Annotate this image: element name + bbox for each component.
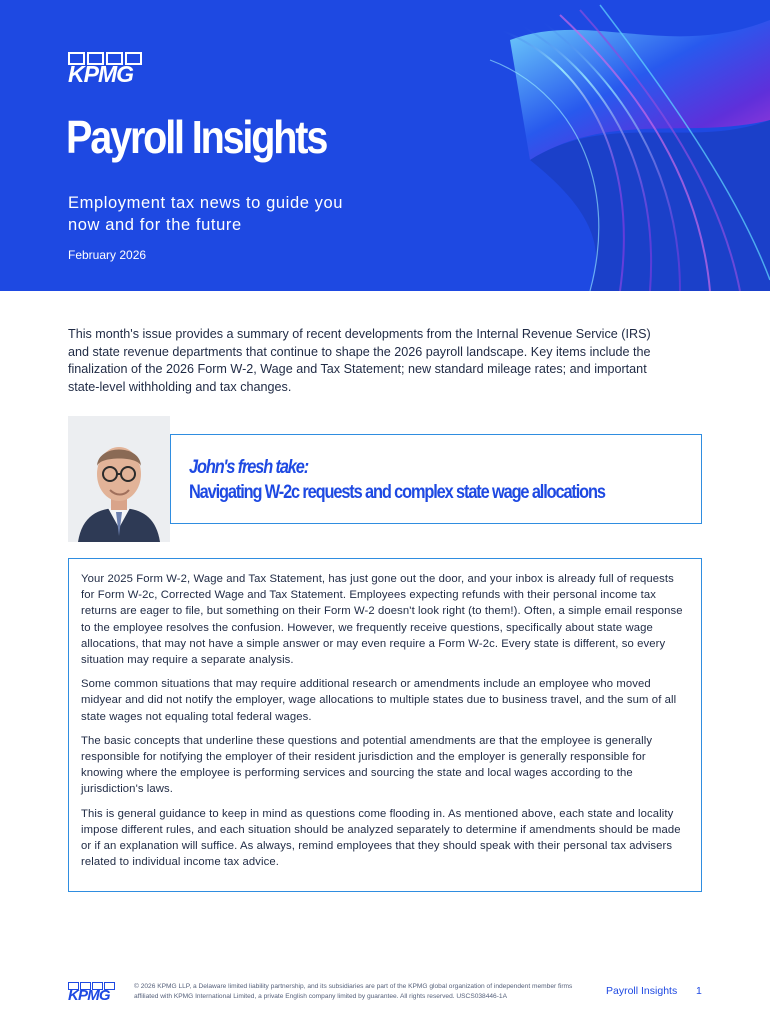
article-paragraph-2: Some common situations that may require additional research or amendments include an employee who moved midyear and did not notify the employer, wage allocations to multiple states due to business travel, and the sum of all state wages not equaling total federal wages. [81, 678, 677, 723]
callout-heading-title: Navigating W-2c requests and complex state wage allocations [189, 482, 605, 503]
subtitle-line-1: Employment tax news to guide you [68, 194, 344, 212]
callout-heading-label: John's fresh take: [189, 457, 309, 478]
footer-legal-text: © 2026 KPMG LLP, a Delaware limited liability partnership, and its subsidiaries are part of the KPMG global organization of independent member firms affiliated with KPMG International Limited, a private English company limited by guarantee. All rights reserved. USCS038446-1A [134, 983, 573, 1000]
article-paragraph-1: Your 2025 Form W-2, Wage and Tax Statement, has just gone out the door, and your inbox is already full of requests for Form W-2c, Corrected Wage and Tax Statement. Employees expecting refunds with their personal income tax returns are eager to file, but something on their Form W-2 doesn't look right (to them!). Often, a simple email response to the employee resolves the confusion. However, we frequently receive questions, specifically about state wage allocations, that may not have a simple answer or may even require a Form W-2c. Every state is different, so every situation may require a separate analysis. [81, 573, 683, 667]
footer-logo-text: KPMG [68, 987, 110, 1004]
issue-date: February 2026 [68, 248, 147, 262]
footer-kpmg-logo [68, 982, 115, 1004]
article-paragraph-3: The basic concepts that underline these questions and potential amendments are that the employee is generally responsible for notifying the employer of their resident jurisdiction and the employer is generally responsible for knowing where the employee is performing services and sourcing the state and local wages according to the jurisdiction's laws. [81, 734, 653, 796]
page-title: Payroll Insights [66, 111, 327, 163]
intro-paragraph: This month's issue provides a summary of recent developments from the Internal Revenue Service (IRS) and state revenue departments that continue to shape the 2026 payroll landscape. Key items include the finalization of the 2026 Form W-2, Wage and Tax Statement; new standard mileage rates; and important state-level withholding and tax changes. [68, 327, 651, 394]
page-subtitle [68, 192, 398, 236]
kpmg-logo-text: KPMG [68, 61, 133, 87]
hero-banner [0, 0, 770, 291]
footer-publication-name: Payroll Insights [606, 985, 678, 997]
callout-box [170, 434, 702, 524]
kpmg-logo [68, 52, 142, 88]
article-box [68, 558, 702, 892]
page-number: 1 [696, 985, 702, 997]
subtitle-line-2: now and for the future [68, 216, 242, 234]
article-paragraph-4: This is general guidance to keep in mind as questions come flooding in. As mentioned above, each state and locality impose different rules, and each situation should be analyzed separately to determine if amendments should be made or if an explanation will suffice. As always, remind employees that they should speak with their personal tax advisers related to individual income tax advice. [81, 807, 681, 869]
author-portrait-icon [68, 416, 170, 542]
abstract-wave-art [470, 0, 770, 291]
author-photo [68, 416, 170, 542]
